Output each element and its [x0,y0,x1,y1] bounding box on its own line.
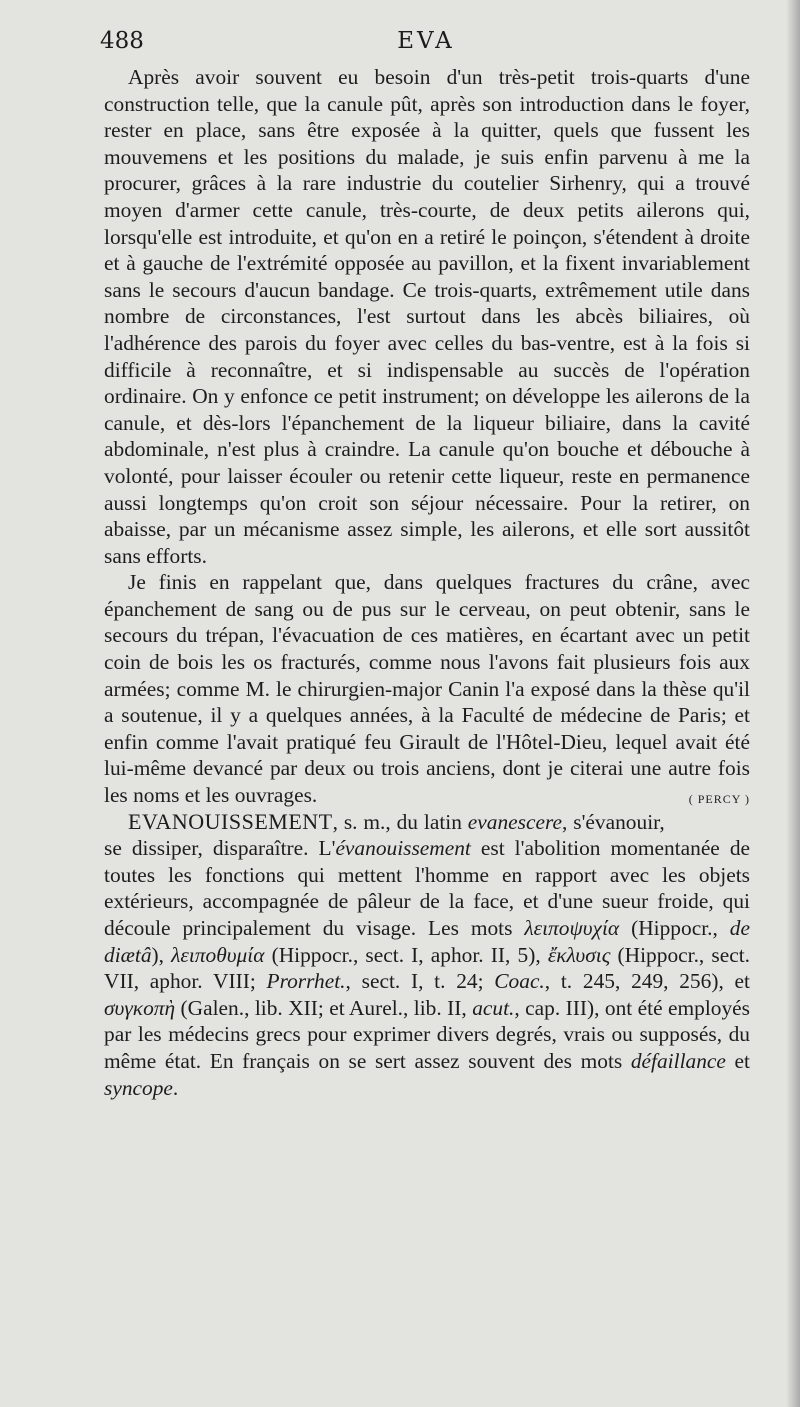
page-number: 488 [100,28,144,54]
text-run: , sect. I, t. 24; [345,969,495,994]
greek-term: ἔκλυσις [547,942,611,967]
italic-term: défaillance [630,1048,726,1073]
text-run: et [725,1048,750,1073]
paragraph-skull-fractures-text: Je finis en rappelant que, dans quelques fractures du crâne, avec épanchement de sang ou de pus sur le cerveau, on peut obtenir, sans le secours du trépan, l'évacuation de ces matières, en écartant avec un petit coin de bois les os fracturés, comme nous l'avons fait plusieurs fois aux armées; comme M. le chirurgien-major Canin l'a exposé dans la thèse qu'il a soutenue, il y a quelques années, à la Faculté de médecine de Paris; et enfin comme l'avait pratiqué feu Girault de l'Hôtel-Dieu, lequel avait été lui-même devancé par deux ou trois anciens, dont je citerai une autre fois les noms et les ouvrages. [104,570,750,808]
running-head [96,28,756,68]
text-run: , s'évanouir, se dissiper, disparaître. L' [104,809,665,861]
paragraph-skull-fractures [104,569,750,808]
text-run: (Hippocr., [619,916,730,940]
italic-term: syncope [104,1075,173,1100]
text-run: est l'abolition momentanée de toutes les fonctions qui mettent l'homme en rapport avec les objets extérieurs, accompagnée de pâleur de la face, et d'une sueur froide, qui découle principalement du visage. Les mots [104,836,751,940]
italic-citation: de diætâ [104,916,750,967]
text-run: (Hippocr., sect. I, aphor. II, 5), [264,942,548,967]
paragraph-trocar [104,64,750,569]
text-body [104,64,750,1101]
paragraph-trocar-text: Après avoir souvent eu besoin d'un très-petit trois-quarts d'une construction telle, que la canule pût, après son introduction dans le foyer, rester en place, sans être exposée à la quitter, quels que fussent les mouvemens et les positions du malade, je suis enfin parvenu à me la procurer, grâces à la rare industrie du coutelier Sirhenry, qui a trouvé moyen d'armer cette canule, très-courte, de deux petits ailerons qui, lorsqu'elle est introduite, et qu'on en a retiré le poinçon, s'étendent à droite et à gauche de l'extrémité opposée au pavillon, et la fixent invariablement sans le secours d'aucun bandage. Ce trois-quarts, extrêmement utile dans nombre de circonstances, l'est surtout dans les abcès biliaires, où l'adhérence des parois du foyer avec celles du bas-ventre, est à la fois si difficile à reconnaître, et si indispensable au succès de l'opération ordinaire. On y enfonce ce petit instrument; on développe les ailerons de la canule, et dès-lors l'épanchement de la liqueur biliaire, dans la cavité abdominale, n'est plus à craindre. La canule qu'on bouche et débouche à volonté, pour laisser écouler ou retenir cette liqueur, reste en permanence aussi longtemps qu'on croit son séjour nécessaire. Pour la retirer, on abaisse, par un mécanisme assez simple, les ailerons, et elle sort aussitôt sans efforts. [104,65,750,568]
page-edge-shadow [786,0,800,1407]
paragraph-evanouissement [104,809,750,1102]
text-run: , cap. III), ont été employés par les médecins grecs pour exprimer divers degrés, vrais ou supposés, du même état. En français on se sert assez souvent des mots [104,995,750,1073]
text-run: . [172,1075,179,1100]
greek-term: συγκοπὴ [104,995,176,1020]
italic-citation: acut. [472,995,515,1020]
text-run: ), [151,942,172,967]
greek-term: λειποψυχία [524,916,620,940]
latin-term: evanescere [467,809,563,834]
text-run: , s. m., du latin [332,809,468,834]
entry-headword: EVANOUISSEMENT [128,808,333,834]
text-run: (Galen., lib. XII; et Aurel., lib. II, [175,995,473,1020]
text-run: , t. 245, 249, 256), et [544,969,750,994]
text-run: (Hippocr., sect. VII, aphor. VIII; [104,942,751,994]
running-head-word: EVA [397,28,455,54]
author-signature: ( PERCY ) [688,792,750,807]
italic-term: évanouissement [335,836,471,861]
italic-citation: Coac. [494,969,545,994]
italic-citation: Prorrhet. [266,969,346,994]
greek-term: λειποθυμία [171,942,265,967]
